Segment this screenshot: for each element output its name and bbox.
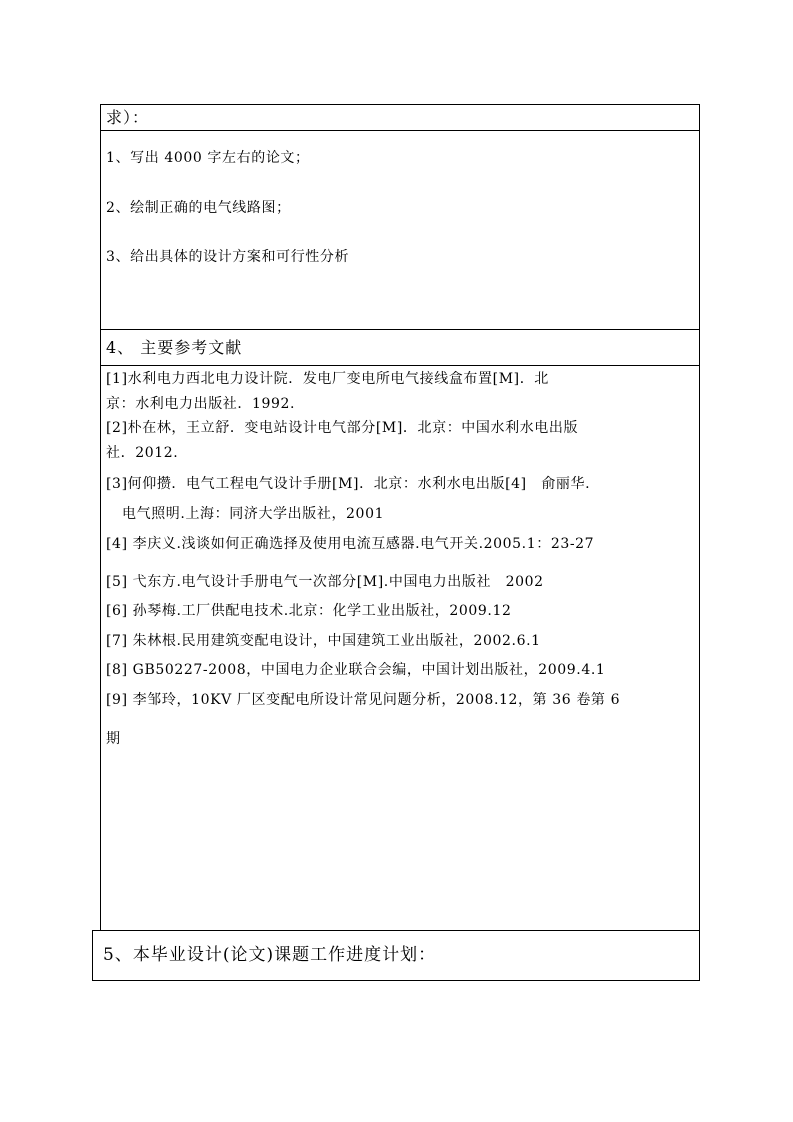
reference-line: 京：水利电力出版社．1992. — [106, 396, 296, 412]
reference-line: [6] 孙琴梅.工厂供配电技术.北京：化学工业出版社，2009.12 — [106, 603, 512, 619]
reference-line: [4] 李庆义.浅谈如何正确选择及使用电流互感器.电气开关.2005.1：23-27 — [106, 536, 595, 552]
requirement-3: 3、给出具体的设计方案和可行性分析 — [106, 249, 350, 265]
reference-line: [1]水利电力西北电力设计院．发电厂变电所电气接线盒布置[M]．北 — [106, 371, 549, 387]
reference-line: [8] GB50227-2008，中国电力企业联合会编，中国计划出版社，2009.4.1 — [106, 662, 606, 678]
reference-line: 社．2012. — [106, 445, 179, 461]
reference-line: [3]何仰攒．电气工程电气设计手册[M]．北京：水利水电出版[4] 俞丽华. — [106, 476, 591, 492]
reference-line: [5] 弋东方.电气设计手册电气一次部分[M].中国电力出版社 2002 — [106, 574, 544, 590]
references-heading: 4、 主要参考文献 — [106, 338, 243, 357]
reference-line: [2]朴在林，王立舒．变电站设计电气部分[M]．北京：中国水利水电出版 — [106, 420, 579, 436]
reference-line: 期 — [106, 731, 121, 747]
reference-line: [7] 朱林根.民用建筑变配电设计，中国建筑工业出版社，2002.6.1 — [106, 633, 541, 649]
continued-header-text: 求）： — [106, 108, 150, 127]
requirement-1: 1、写出 4000 字左右的论文； — [106, 150, 310, 166]
requirement-2: 2、绘制正确的电气线路图； — [106, 200, 291, 216]
reference-line: [9] 李邹玲，10KV 厂区变配电所设计常见问题分析，2008.12，第 36 卷第 6 — [106, 692, 621, 708]
schedule-heading: 5、本毕业设计(论文)课题工作进度计划： — [103, 945, 437, 965]
reference-line: 电气照明.上海：同济大学出版社，2001 — [122, 506, 385, 522]
row-continued-header — [100, 104, 700, 131]
